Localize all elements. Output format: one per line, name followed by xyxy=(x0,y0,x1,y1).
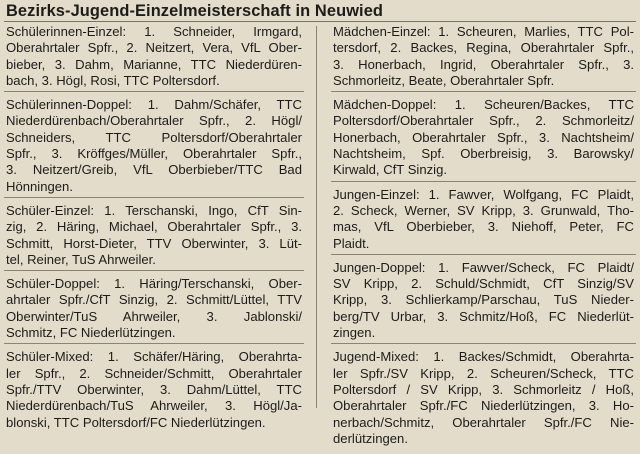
text-line: derlützingen. xyxy=(333,430,408,446)
text-line: Plaidt. xyxy=(333,235,370,251)
title-divider xyxy=(4,21,636,22)
text-line: Schüler-Einzel: 1. Terschanski, Ingo, CfT Sin- xyxy=(6,202,302,218)
result-text xyxy=(6,24,302,89)
result-text xyxy=(6,203,302,268)
text-line: bach, 3. Högl, Rosi, TTC Poltersdorf. xyxy=(6,72,220,88)
text-line: Honerbach, Oberahrtaler Spfr., 3. Nachtsheim/ xyxy=(333,129,634,145)
text-line: 3. Honerbach, Ingrid, Oberahrtaler Spfr., 3. xyxy=(333,56,634,72)
text-line: berg/TV Urbar, 3. Schmitz/Hoß, FC Niederlüt- xyxy=(333,308,634,324)
text-line: Oberwinter/TuS Ahrweiler, 3. Jablonski/ xyxy=(6,308,302,324)
text-line: Mädchen-Doppel: 1. Scheuren/Backes, TTC xyxy=(333,97,634,113)
text-line: Poltersdorf/Oberahrtaler Spfr., 2. Schmorleitz/ xyxy=(333,113,634,129)
text-line: ler Spfr., 2. Schneider/Schmitt, Oberahrtaler xyxy=(6,365,302,381)
text-line: Jungen-Doppel: 1. Fawver/Scheck, FC Plaidt/ xyxy=(333,259,634,275)
text-line: 2. Scheck, Werner, SV Kripp, 3. Grunwald, Tho- xyxy=(333,202,634,218)
result-section-jungen-doppel xyxy=(331,260,636,344)
result-section-maedchen-einzel xyxy=(331,24,636,92)
text-line: Mädchen-Einzel: 1. Scheuren, Marlies, TTC Pol- xyxy=(333,24,634,39)
result-text xyxy=(333,187,634,252)
text-line: Poltersdorf / SV Kripp, 3. Schmorleitz / Hoß, xyxy=(333,381,634,397)
text-line: Nachtsheim, Spf. Oberbreisig, 3. Barowsky/ xyxy=(333,146,634,162)
text-line: SV Kripp, 2. Schuld/Schmidt, CfT Sinzig/SV xyxy=(333,276,634,292)
text-line: 3. Neitzert/Greib, VfL Oberbieber/TTC Bad xyxy=(6,162,302,178)
text-line: Schülerinnen-Doppel: 1. Dahm/Schäfer, TTC xyxy=(6,97,302,113)
right-column xyxy=(331,24,636,454)
text-line: ler Spfr./SV Kripp, 2. Scheuren/Scheck, TTC xyxy=(333,365,634,381)
left-column xyxy=(4,24,304,438)
text-line: bieber, 3. Dahm, Marianne, TTC Niederdüren- xyxy=(6,56,302,72)
text-line: tersdorf, 2. Backes, Regina, Oberahrtaler Spfr., xyxy=(333,40,634,56)
result-text xyxy=(333,349,634,447)
text-line: Oberahrtaler Spfr./FC Niederlützingen, 3. Ho- xyxy=(333,398,634,414)
result-section-schueler-einzel xyxy=(4,203,304,271)
result-section-schueler-doppel xyxy=(4,276,304,344)
text-line: tel, Reiner, TuS Ahrweiler. xyxy=(6,251,156,267)
text-line: nerbach/Schmitz, Oberahrtaler Spfr./FC Nie- xyxy=(333,414,634,430)
text-line: Schmitz, FC Niederlützingen. xyxy=(6,325,176,341)
text-line: Hönningen. xyxy=(6,178,73,194)
text-line: Schneiders, TTC Poltersdorf/Oberahrtaler xyxy=(6,129,302,145)
result-section-jugend-mixed xyxy=(331,349,636,449)
text-line: Jungen-Einzel: 1. Fawver, Wolfgang, FC Plaidt, xyxy=(333,186,634,202)
result-text xyxy=(333,24,634,89)
column-divider xyxy=(316,26,317,408)
result-text xyxy=(333,97,634,178)
text-line: Schmitt, Horst-Dieter, TTV Oberwinter, 3. Lüt- xyxy=(6,235,302,251)
text-line: Schüler-Doppel: 1. Häring/Terschanski, Ober- xyxy=(6,276,302,292)
result-text xyxy=(6,97,302,195)
text-line: Kripp, 3. Schlierkamp/Parschau, TuS Nieder- xyxy=(333,292,634,308)
article-title: Bezirks-Jugend-Einzelmeisterschaft in Neuwied xyxy=(6,2,384,20)
result-text xyxy=(333,260,634,341)
text-line: Jugend-Mixed: 1. Backes/Schmidt, Oberahrta- xyxy=(333,349,634,365)
result-section-schueler-mixed xyxy=(4,349,304,432)
text-line: Oberahrtaler Spfr., 2. Neitzert, Vera, VfL Ober- xyxy=(6,40,302,56)
result-section-schuelerinnen-einzel xyxy=(4,24,304,92)
text-line: Spfr., 3. Kröffges/Müller, Oberahrtaler Spfr., xyxy=(6,146,302,162)
text-line: Niederdürenbach/TuS Ahrweiler, 3. Högl/Ja- xyxy=(6,398,302,414)
result-text xyxy=(6,349,302,430)
text-line: Spfr./TTV Oberwinter, 3. Dahm/Lüttel, TTC xyxy=(6,381,302,397)
text-line: Schülerinnen-Einzel: 1. Schneider, Irmgard, xyxy=(6,24,302,39)
result-section-schuelerinnen-doppel xyxy=(4,97,304,198)
text-line: zig, 2. Häring, Michael, Oberahrtaler Spfr., 3. xyxy=(6,219,302,235)
result-text xyxy=(6,276,302,341)
text-line: mas, VfL Oberbieber, 3. Niehoff, Peter, FC xyxy=(333,219,634,235)
text-line: Kirwald, CfT Sinzig. xyxy=(333,162,448,178)
text-line: zingen. xyxy=(333,325,376,341)
text-line: Schüler-Mixed: 1. Schäfer/Häring, Oberahrta- xyxy=(6,349,302,365)
text-line: Niederdürenbach/Oberahrtaler Spfr., 2. Högl/ xyxy=(6,113,302,129)
result-section-jungen-einzel xyxy=(331,187,636,255)
result-section-maedchen-doppel xyxy=(331,97,636,181)
text-line: Schmorleitz, Beate, Oberahrtaler Spfr. xyxy=(333,72,555,88)
text-line: blonski, TTC Poltersdorf/FC Niederlützingen. xyxy=(6,414,266,430)
text-line: ahrtaler Spfr./CfT Sinzig, 2. Schmitt/Lüttel, TTV xyxy=(6,292,302,308)
